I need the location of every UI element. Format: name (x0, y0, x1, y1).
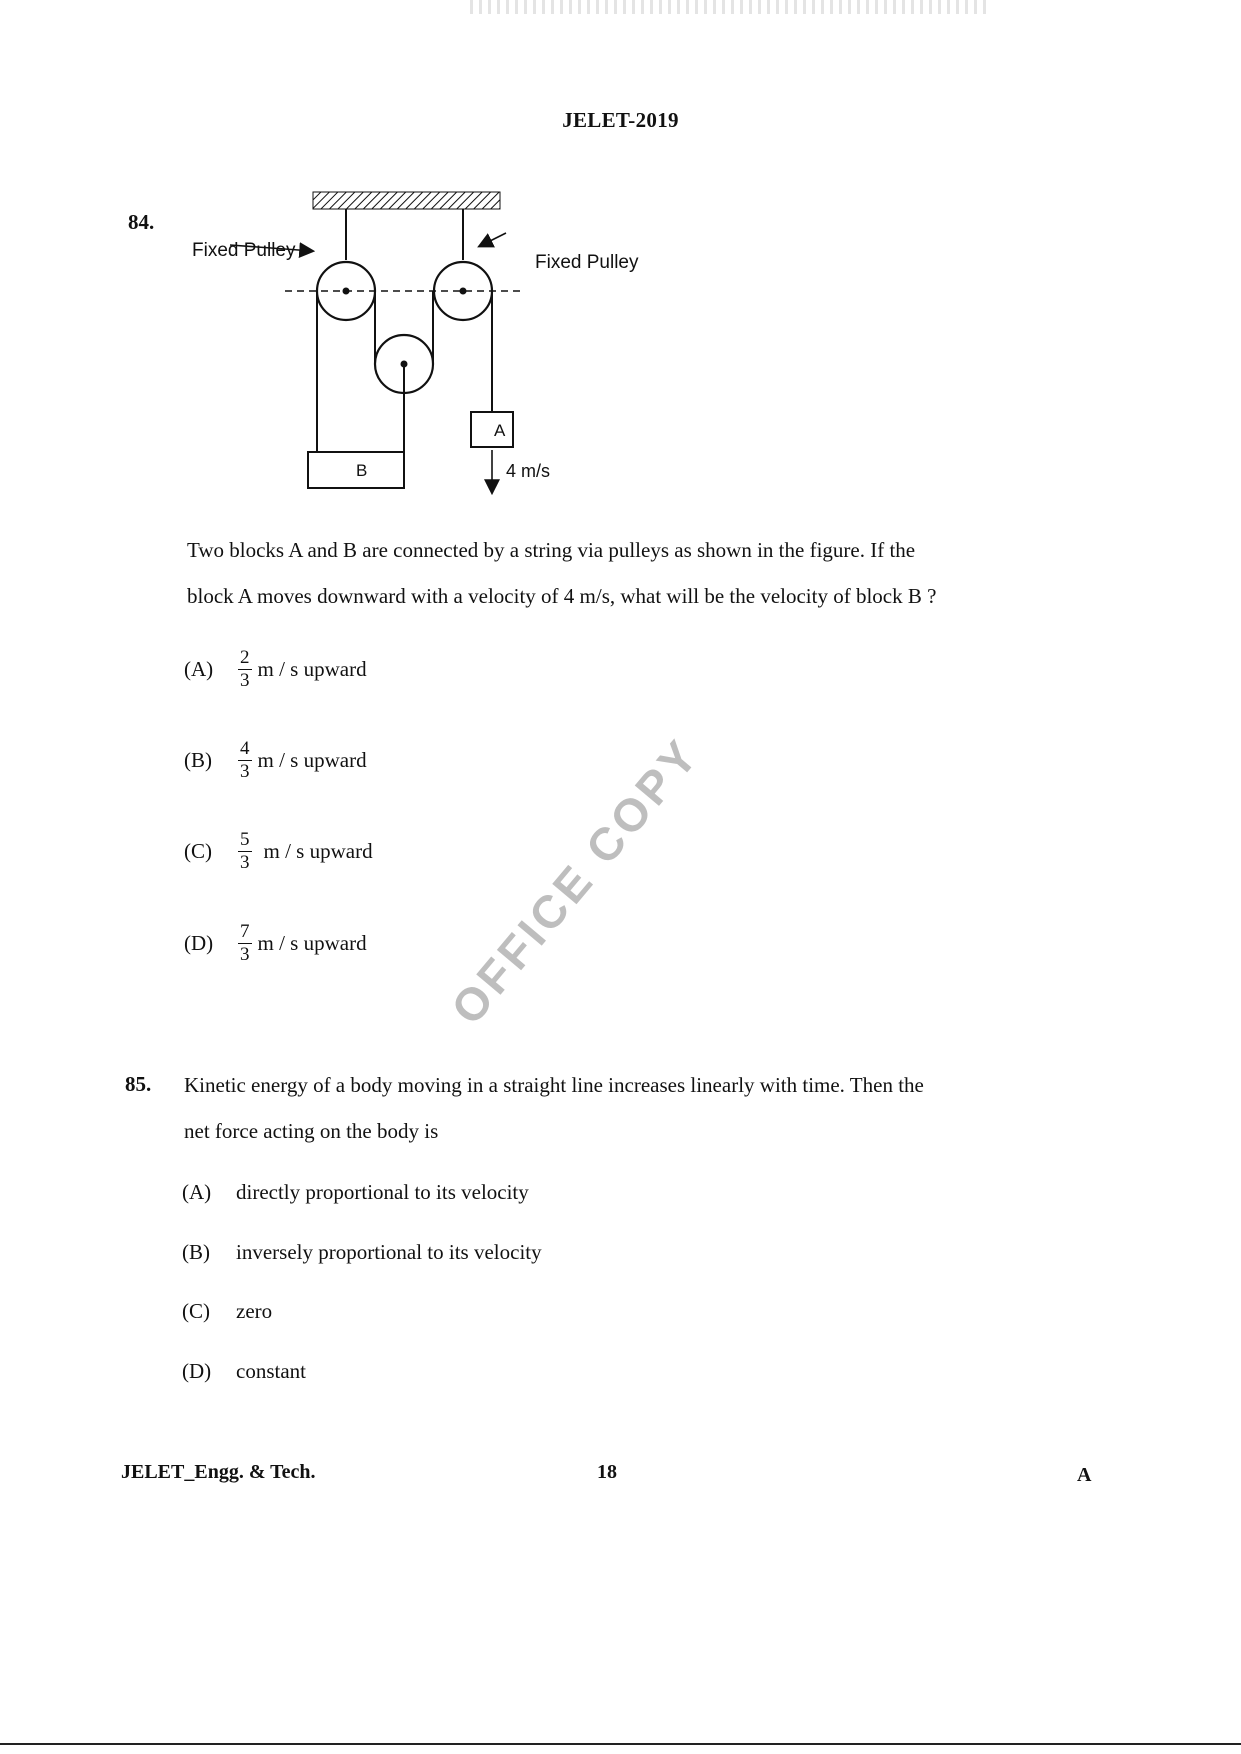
footer-page-number: 18 (597, 1461, 617, 1483)
fraction-numerator: 7 (240, 921, 250, 942)
option-text: directly proportional to its velocity (236, 1180, 529, 1204)
fraction (238, 648, 252, 691)
label-right-fixed-pulley: Fixed Pulley (535, 252, 639, 273)
q84-option-c (184, 830, 373, 873)
option-label: (D) (182, 1359, 212, 1383)
velocity-label: 4 m/s (506, 461, 551, 481)
footer-set-code: A (1077, 1464, 1092, 1486)
question-85-text-line2: net force acting on the body is (184, 1119, 439, 1143)
fraction-numerator: 4 (240, 738, 250, 759)
question-84-text-line1: Two blocks A and B are connected by a string via pulleys as shown in the figure. If the (187, 538, 916, 562)
option-label: (C) (182, 1299, 210, 1323)
q85-option-b (182, 1240, 542, 1265)
option-text: constant (236, 1359, 306, 1383)
q84-option-d (184, 922, 367, 965)
bottom-rule (0, 1743, 1241, 1745)
option-label: (A) (182, 1180, 212, 1204)
fraction-denominator: 3 (240, 670, 250, 691)
q85-option-d (182, 1359, 306, 1384)
footer-exam-name: JELET_Engg. & Tech. (121, 1461, 316, 1483)
question-84-text-line2: block A moves downward with a velocity of 4 m/s, what will be the velocity of block B ? (187, 584, 937, 608)
option-text: m / s upward (263, 839, 373, 863)
option-label: (D) (184, 931, 214, 955)
q85-option-c (182, 1299, 272, 1324)
option-label: (C) (184, 839, 212, 863)
label-left-fixed-pulley: Fixed Pulley (192, 240, 296, 261)
option-text: inversely proportional to its velocity (236, 1240, 542, 1264)
option-label: (B) (184, 748, 212, 772)
option-text: m / s upward (257, 657, 367, 681)
q84-option-b (184, 739, 367, 782)
fraction-denominator: 3 (240, 944, 250, 965)
fraction-numerator: 5 (240, 829, 250, 850)
block-b-label: B (356, 461, 368, 480)
question-85-text-line1: Kinetic energy of a body moving in a straight line increases linearly with time. Then the (184, 1073, 924, 1097)
scan-smudge (470, 0, 990, 14)
option-label: (B) (182, 1240, 210, 1264)
option-text: m / s upward (257, 748, 367, 772)
q85-option-a (182, 1180, 529, 1205)
fraction-denominator: 3 (240, 761, 250, 782)
ceiling-hatch (313, 192, 500, 209)
fraction (238, 830, 252, 873)
fraction (238, 922, 252, 965)
q84-option-a (184, 648, 367, 691)
question-85-number: 85. (125, 1072, 152, 1096)
fraction-denominator: 3 (240, 852, 250, 873)
option-text: m / s upward (257, 931, 367, 955)
pulley-diagram (180, 188, 640, 508)
block-a (471, 412, 513, 447)
fraction (238, 739, 252, 782)
fraction-numerator: 2 (240, 647, 250, 668)
office-copy-stamp: OFFICE COPY (440, 728, 710, 1035)
page-title: JELET-2019 (562, 108, 679, 132)
option-text: zero (236, 1299, 273, 1323)
question-84-number: 84. (128, 210, 155, 234)
option-label: (A) (184, 657, 214, 681)
block-a-label: A (494, 421, 506, 440)
